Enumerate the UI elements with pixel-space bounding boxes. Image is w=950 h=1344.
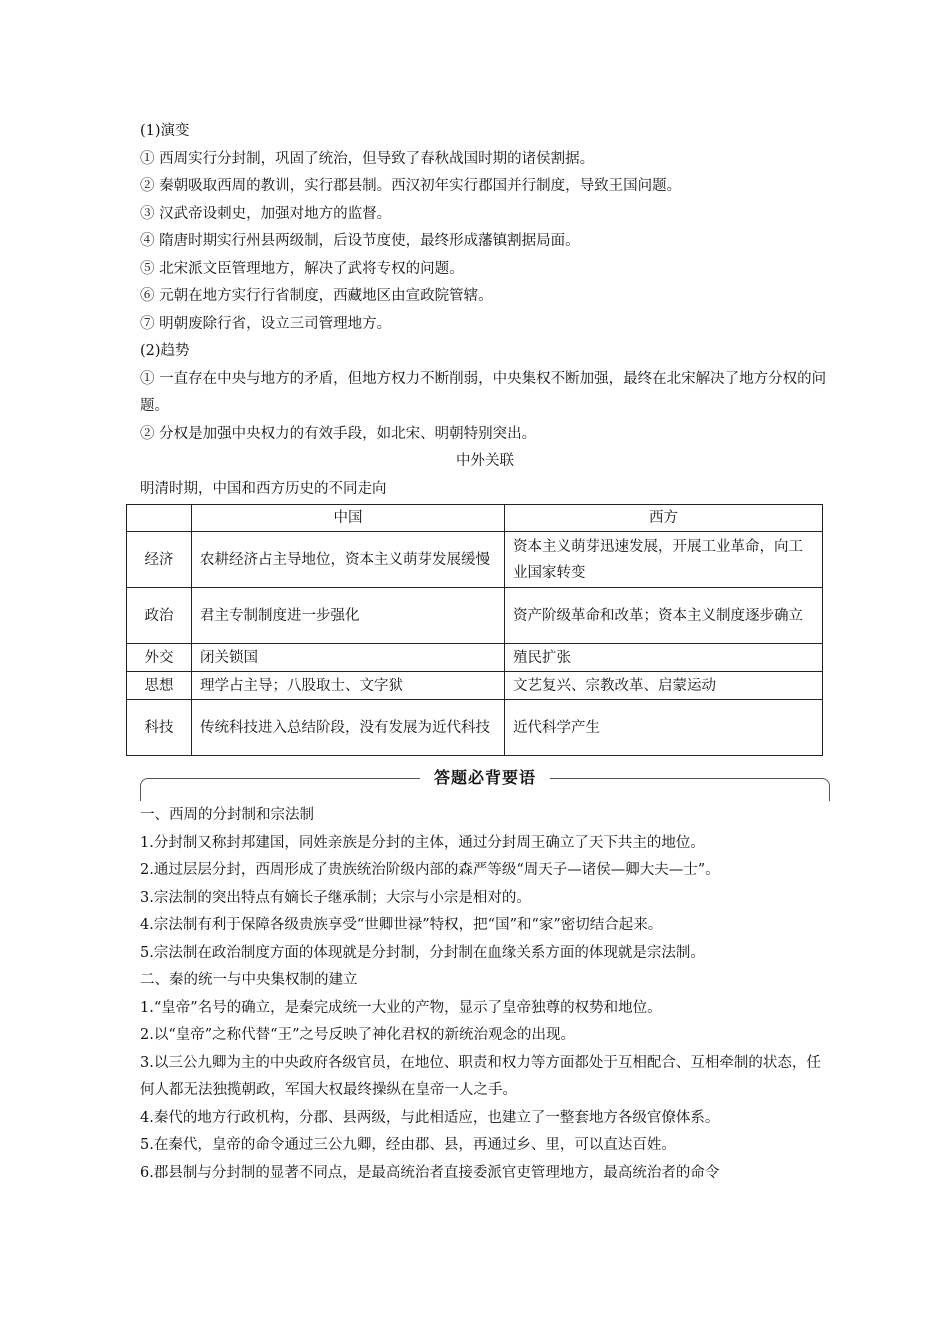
evolution-heading: (1)演变	[140, 123, 190, 139]
row-key: 思想	[127, 672, 192, 700]
table-row	[127, 644, 823, 672]
trend-item: ① 一直存在中央与地方的矛盾，但地方权力不断削弱，中央集权不断加强，最终在北宋解决了地方分权的问题。	[140, 370, 827, 414]
cell-west: 资产阶级革命和改革；资本主义制度逐步确立	[505, 588, 823, 644]
evolution-item: ① 西周实行分封制，巩固了统治，但导致了春秋战国时期的诸侯割据。	[140, 150, 595, 167]
banner-title: 答题必背要语	[420, 764, 550, 792]
section1-item: 3.宗法制的突出特点有嫡长子继承制；大宗与小宗是相对的。	[140, 889, 531, 906]
table-row	[127, 532, 823, 588]
section2-item: 5.在秦代，皇帝的命令通过三公九卿，经由郡、县，再通过乡、里，可以直达百姓。	[140, 1137, 676, 1153]
trend-heading: (2)趋势	[140, 343, 190, 359]
cell-west: 资本主义萌芽迅速发展，开展工业革命，向工业国家转变	[505, 532, 823, 588]
row-key: 政治	[127, 588, 192, 644]
evolution-item: ⑥ 元朝在地方实行行省制度，西藏地区由宣政院管辖。	[140, 288, 493, 304]
page-content	[140, 118, 830, 1187]
row-key: 科技	[127, 700, 192, 756]
comparison-table	[126, 504, 823, 756]
evolution-item: ④ 隋唐时期实行州县两级制，后设节度使，最终形成藩镇割据局面。	[140, 233, 580, 249]
section1-item: 2.通过层层分封，西周形成了贵族统治阶级内部的森严等级“周天子—诸侯—卿大夫—士”。	[140, 862, 720, 878]
comparison-title: 中外关联	[456, 453, 514, 469]
table-row	[127, 700, 823, 756]
section1-item: 1.分封制又称封邦建国，同姓亲族是分封的主体，通过分封周王确立了天下共主的地位。	[140, 834, 705, 851]
cell-china: 理学占主导；八股取士、文字狱	[192, 672, 505, 700]
section2-item: 4.秦代的地方行政机构，分郡、县两级，与此相适应，也建立了一整套地方各级官僚体系。	[140, 1109, 720, 1126]
section1-heading: 一、西周的分封制和宗法制	[140, 807, 314, 823]
cell-china: 传统科技进入总结阶段，没有发展为近代科技	[192, 700, 505, 756]
row-key: 外交	[127, 644, 192, 672]
cell-west: 文艺复兴、宗教改革、启蒙运动	[505, 672, 823, 700]
answer-banner	[140, 764, 830, 802]
row-key: 经济	[127, 532, 192, 588]
evolution-item: ⑤ 北宋派文臣管理地方，解决了武将专权的问题。	[140, 260, 464, 277]
cell-china: 君主专制制度进一步强化	[192, 588, 505, 644]
table-header-row	[127, 505, 823, 532]
comparison-subtitle: 明清时期，中国和西方历史的不同走向	[140, 480, 387, 497]
table-row	[127, 588, 823, 644]
evolution-item: ⑦ 明朝废除行省，设立三司管理地方。	[140, 315, 392, 332]
cell-west: 殖民扩张	[505, 644, 823, 672]
section2-item: 6.郡县制与分封制的显著不同点，是最高统治者直接委派官吏管理地方，最高统治者的命令	[140, 1164, 720, 1181]
section1-item: 5.宗法制在政治制度方面的体现就是分封制，分封制在血缘关系方面的体现就是宗法制。	[140, 944, 705, 961]
section2-heading: 二、秦的统一与中央集权制的建立	[140, 972, 358, 988]
cell-china: 农耕经济占主导地位，资本主义萌芽发展缓慢	[192, 532, 505, 588]
header-empty-cell	[127, 505, 192, 532]
section2-item: 3.以三公九卿为主的中央政府各级官员，在地位、职责和权力等方面都处于互相配合、互相牵制的状态，任何人都无法独揽朝政，军国大权最终操纵在皇帝一人之手。	[140, 1054, 821, 1098]
header-west: 西方	[505, 505, 823, 532]
evolution-item: ② 秦朝吸取西周的教训，实行郡县制。西汉初年实行郡国并行制度，导致王国问题。	[140, 178, 682, 194]
section1-item: 4.宗法制有利于保障各级贵族享受“世卿世禄”特权，把“国”和“家”密切结合起来。	[140, 917, 663, 933]
trend-item: ② 分权是加强中央权力的有效手段，如北宋、明朝特别突出。	[140, 425, 537, 442]
cell-china: 闭关锁国	[192, 644, 505, 672]
table-row	[127, 672, 823, 700]
header-china: 中国	[192, 505, 505, 532]
cell-west: 近代科学产生	[505, 700, 823, 756]
section2-item: 1.“皇帝”名号的确立，是秦完成统一大业的产物，显示了皇帝独尊的权势和地位。	[140, 999, 662, 1016]
section2-item: 2.以“皇帝”之称代替“王”之号反映了神化君权的新统治观念的出现。	[140, 1027, 575, 1043]
evolution-item: ③ 汉武帝设刺史，加强对地方的监督。	[140, 205, 392, 222]
